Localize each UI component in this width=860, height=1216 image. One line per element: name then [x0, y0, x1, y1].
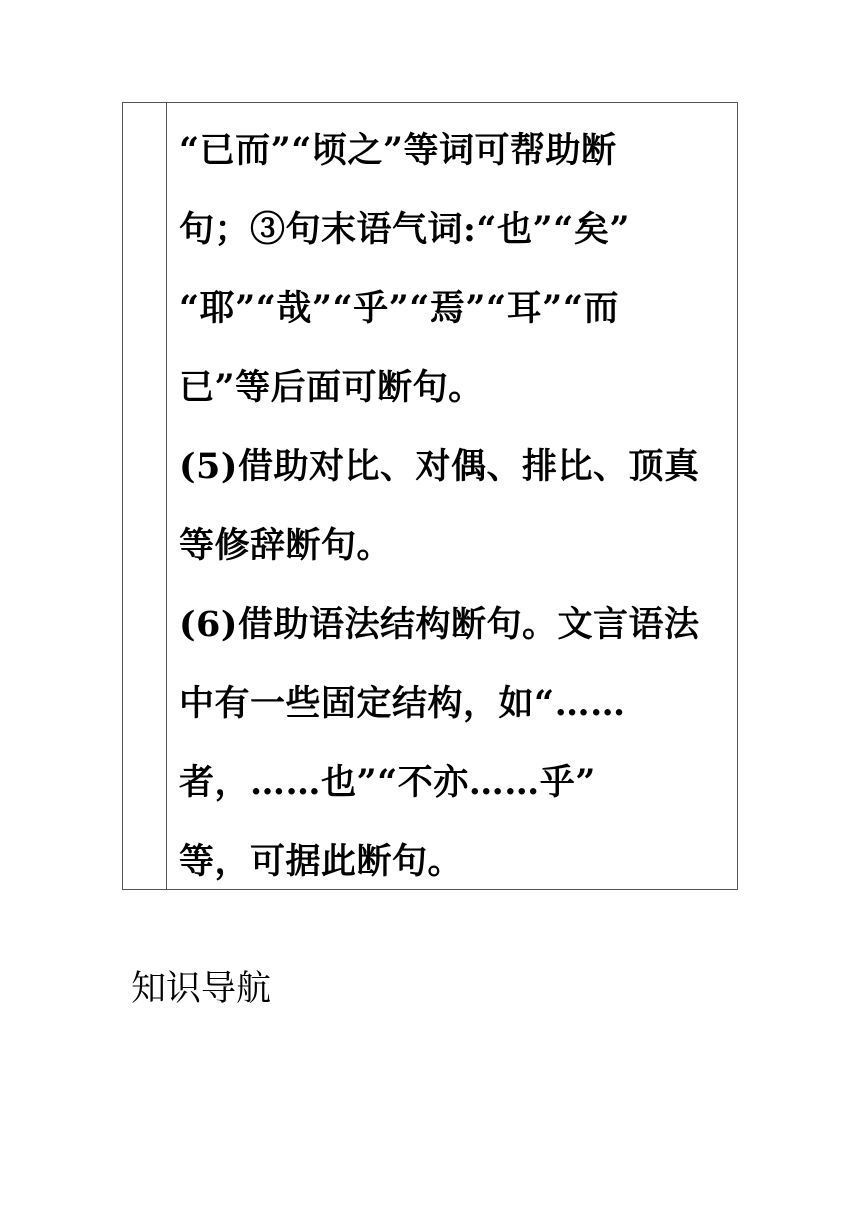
text-line: “已而”“顷之”等词可帮助断 [179, 130, 617, 171]
table-content-cell [167, 103, 737, 889]
text-line: 已”等后面可断句。 [179, 367, 484, 408]
table-left-cell [123, 103, 167, 889]
text-line: 等，可据此断句。 [179, 841, 464, 882]
text-line: 句；③句末语气词:“也”“矣” [179, 209, 630, 250]
text-line: (5)借助对比、对偶、排比、顶真 [179, 446, 700, 487]
content-table [122, 102, 738, 890]
text-line: “耶”“哉”“乎”“焉”“耳”“而 [179, 288, 619, 329]
text-line: (6)借助语法结构断句。文言语法 [179, 604, 700, 645]
section-heading: 知识导航 [131, 969, 272, 1009]
text-line: 等修辞断句。 [179, 525, 393, 566]
text-line: 者，……也”“不亦……乎” [179, 762, 596, 803]
text-line: 中有一些固定结构，如“…… [179, 683, 626, 724]
